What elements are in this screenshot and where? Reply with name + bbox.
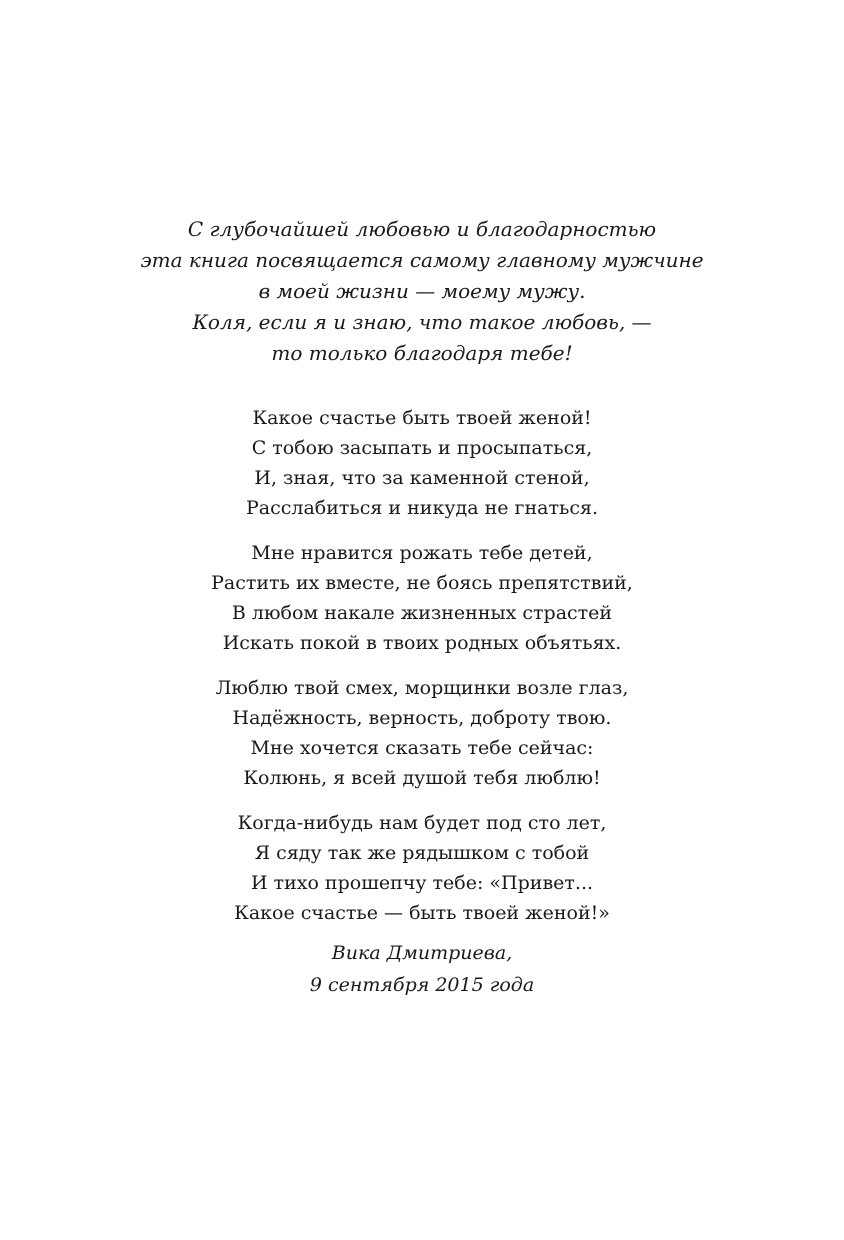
poem-line: С тобою засыпать и просыпаться, [251,437,593,459]
poem-line: Я сяду так же рядышком с тобой [254,842,590,864]
dedication-line: Коля, если я и знаю, что такое любовь, — [192,310,652,334]
dedication [0,214,844,369]
poem-line: Люблю твой смех, морщинки возле глаз, [215,677,629,699]
poem-line: Колюнь, я всей душой тебя люблю! [243,767,601,789]
poem-line: И, зная, что за каменной стеной, [254,467,590,489]
poem-line: Мне нравится рожать тебе детей, [251,542,593,564]
dedication-line: в моей жизни — моему мужу. [258,279,586,303]
poem-line: Какое счастье — быть твоей женой!» [234,902,610,924]
poem-line: Надёжность, верность, доброту твою. [232,707,612,729]
poem-stanza-4 [0,808,844,928]
poem-line: Когда-нибудь нам будет под сто лет, [237,812,607,834]
poem-stanza-1 [0,403,844,523]
poem-stanza-3 [0,673,844,793]
poem-line: В любом накале жизненных страстей [231,602,613,624]
poem-line: Растить их вместе, не боясь препятствий, [211,572,633,594]
signature [0,937,844,1001]
dedication-line: С глубочайшей любовью и благодарностью [187,217,657,241]
poem-stanza-2 [0,538,844,658]
dedication-line: то только благодаря тебе! [271,341,573,365]
poem-line: Какое счастье быть твоей женой! [252,407,592,429]
dedication-line: эта книга посвящается самому главному мужчине [140,248,704,272]
signature-author: Вика Дмитриева, [331,942,513,964]
poem-line: Искать покой в твоих родных объятьях. [222,632,622,654]
signature-date: 9 сентября 2015 года [309,974,535,996]
poem-line: Мне хочется сказать тебе сейчас: [250,737,594,759]
poem-line: И тихо прошепчу тебе: «Привет... [250,872,594,894]
poem-line: Расслабиться и никуда не гнаться. [246,497,598,519]
